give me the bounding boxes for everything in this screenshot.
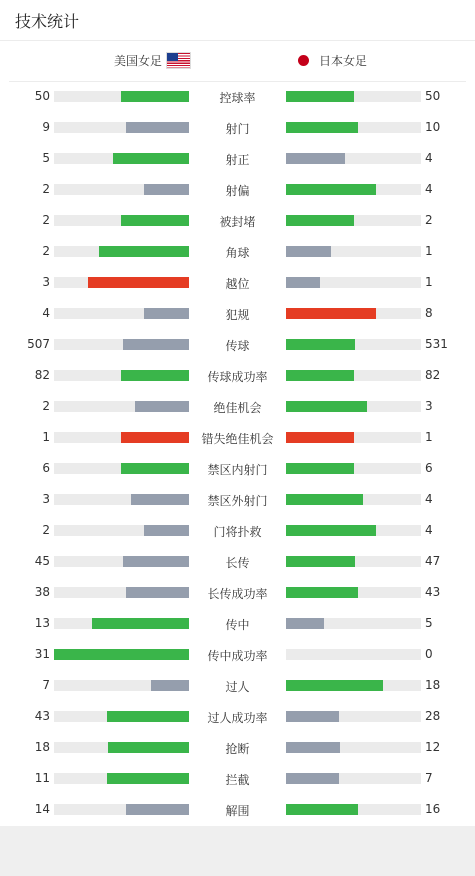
away-bar-track bbox=[286, 494, 421, 505]
away-bar-track bbox=[286, 401, 421, 412]
home-value: 38 bbox=[34, 585, 50, 599]
away-bar-track bbox=[286, 91, 421, 102]
away-bar bbox=[286, 463, 354, 474]
away-bar bbox=[286, 680, 383, 691]
home-bar-track bbox=[54, 432, 189, 443]
stat-row bbox=[0, 670, 475, 701]
stat-row bbox=[0, 267, 475, 298]
away-bar bbox=[286, 804, 358, 815]
home-team-name: 美国女足 bbox=[114, 54, 163, 68]
stat-label: 禁区内射门 bbox=[207, 463, 268, 477]
stat-label: 解围 bbox=[225, 804, 250, 818]
home-value: 7 bbox=[42, 678, 50, 692]
away-value: 531 bbox=[425, 337, 448, 351]
away-value: 47 bbox=[425, 554, 441, 568]
home-bar bbox=[92, 618, 189, 629]
away-bar bbox=[286, 432, 354, 443]
away-bar bbox=[286, 742, 340, 753]
stat-row bbox=[0, 608, 475, 639]
away-value: 10 bbox=[425, 120, 441, 134]
home-bar-track bbox=[54, 494, 189, 505]
home-bar-track bbox=[54, 680, 189, 691]
stat-label: 抢断 bbox=[225, 742, 250, 756]
home-value: 45 bbox=[34, 554, 50, 568]
away-value: 4 bbox=[425, 523, 433, 537]
home-value: 11 bbox=[34, 771, 50, 785]
away-bar-track bbox=[286, 618, 421, 629]
home-bar bbox=[107, 773, 189, 784]
away-value: 12 bbox=[425, 740, 441, 754]
home-bar bbox=[121, 432, 189, 443]
away-bar bbox=[286, 494, 363, 505]
away-bar-track bbox=[286, 463, 421, 474]
home-bar bbox=[113, 153, 189, 164]
home-value: 6 bbox=[42, 461, 50, 475]
home-bar-track bbox=[54, 153, 189, 164]
stat-label: 射偏 bbox=[225, 184, 250, 198]
away-value: 6 bbox=[425, 461, 433, 475]
stat-label: 被封堵 bbox=[219, 215, 256, 229]
stat-label: 长传 bbox=[225, 556, 250, 570]
home-bar bbox=[107, 711, 189, 722]
home-bar-track bbox=[54, 711, 189, 722]
home-bar bbox=[108, 742, 189, 753]
away-bar bbox=[286, 91, 354, 102]
home-value: 50 bbox=[34, 89, 50, 103]
away-value: 4 bbox=[425, 182, 433, 196]
stat-label: 过人 bbox=[225, 680, 250, 694]
home-bar bbox=[126, 804, 189, 815]
home-value: 2 bbox=[42, 182, 50, 196]
home-value: 2 bbox=[42, 244, 50, 258]
away-value: 8 bbox=[425, 306, 433, 320]
stat-label: 传中 bbox=[225, 618, 250, 632]
away-value: 1 bbox=[425, 430, 433, 444]
away-bar-track bbox=[286, 215, 421, 226]
home-bar-track bbox=[54, 184, 189, 195]
away-bar-track bbox=[286, 742, 421, 753]
away-value: 18 bbox=[425, 678, 441, 692]
home-value: 3 bbox=[42, 275, 50, 289]
away-team bbox=[298, 52, 367, 69]
home-bar-track bbox=[54, 804, 189, 815]
home-bar-track bbox=[54, 339, 189, 350]
away-bar-track bbox=[286, 339, 421, 350]
stat-row bbox=[0, 112, 475, 143]
home-bar-track bbox=[54, 215, 189, 226]
stat-row bbox=[0, 143, 475, 174]
home-bar bbox=[123, 339, 189, 350]
home-value: 5 bbox=[42, 151, 50, 165]
home-bar-track bbox=[54, 401, 189, 412]
stat-row bbox=[0, 701, 475, 732]
page-title: 技术统计 bbox=[15, 12, 80, 31]
home-value: 1 bbox=[42, 430, 50, 444]
home-bar-track bbox=[54, 122, 189, 133]
away-bar bbox=[286, 153, 345, 164]
stat-row bbox=[0, 484, 475, 515]
away-value: 0 bbox=[425, 647, 433, 661]
stat-row bbox=[0, 81, 475, 112]
home-bar-track bbox=[54, 370, 189, 381]
away-value: 3 bbox=[425, 399, 433, 413]
home-value: 2 bbox=[42, 213, 50, 227]
stat-row bbox=[0, 639, 475, 670]
away-bar bbox=[286, 525, 376, 536]
home-bar bbox=[99, 246, 189, 257]
away-bar-track bbox=[286, 370, 421, 381]
home-value: 82 bbox=[34, 368, 50, 382]
stat-row bbox=[0, 236, 475, 267]
away-bar-track bbox=[286, 308, 421, 319]
away-bar-track bbox=[286, 432, 421, 443]
japan-flag-icon bbox=[298, 55, 309, 66]
away-bar bbox=[286, 401, 367, 412]
home-value: 3 bbox=[42, 492, 50, 506]
stat-label: 禁区外射门 bbox=[207, 494, 268, 508]
stat-label: 射正 bbox=[225, 153, 250, 167]
away-bar-track bbox=[286, 122, 421, 133]
away-value: 2 bbox=[425, 213, 433, 227]
home-bar-track bbox=[54, 91, 189, 102]
away-bar-track bbox=[286, 153, 421, 164]
home-value: 14 bbox=[34, 802, 50, 816]
stat-label: 传球 bbox=[225, 339, 250, 353]
away-bar-track bbox=[286, 277, 421, 288]
home-value: 507 bbox=[27, 337, 50, 351]
us-flag-icon bbox=[166, 52, 191, 69]
stat-row bbox=[0, 391, 475, 422]
stat-label: 传球成功率 bbox=[207, 370, 268, 384]
away-value: 82 bbox=[425, 368, 441, 382]
away-bar bbox=[286, 711, 339, 722]
stat-label: 越位 bbox=[225, 277, 250, 291]
away-bar-track bbox=[286, 587, 421, 598]
home-value: 13 bbox=[34, 616, 50, 630]
away-bar bbox=[286, 339, 355, 350]
stat-label: 门将扑救 bbox=[213, 525, 262, 539]
away-value: 28 bbox=[425, 709, 441, 723]
home-bar bbox=[151, 680, 189, 691]
away-bar-track bbox=[286, 711, 421, 722]
stat-label: 拦截 bbox=[225, 773, 250, 787]
home-bar bbox=[144, 308, 189, 319]
home-bar-track bbox=[54, 556, 189, 567]
home-bar-track bbox=[54, 742, 189, 753]
stat-row bbox=[0, 205, 475, 236]
stat-label: 绝佳机会 bbox=[213, 401, 262, 415]
stat-row bbox=[0, 174, 475, 205]
home-value: 31 bbox=[34, 647, 50, 661]
stat-label: 控球率 bbox=[219, 91, 256, 105]
stat-row bbox=[0, 329, 475, 360]
home-bar bbox=[131, 494, 189, 505]
away-bar bbox=[286, 618, 324, 629]
home-value: 2 bbox=[42, 399, 50, 413]
home-bar-track bbox=[54, 649, 189, 660]
home-bar bbox=[121, 463, 189, 474]
home-bar-track bbox=[54, 587, 189, 598]
stat-row bbox=[0, 453, 475, 484]
home-bar-track bbox=[54, 246, 189, 257]
stat-row bbox=[0, 794, 475, 825]
home-bar-track bbox=[54, 308, 189, 319]
home-value: 43 bbox=[34, 709, 50, 723]
away-value: 1 bbox=[425, 275, 433, 289]
away-bar-track bbox=[286, 556, 421, 567]
stat-label: 错失绝佳机会 bbox=[201, 432, 274, 446]
home-value: 4 bbox=[42, 306, 50, 320]
away-bar bbox=[286, 246, 331, 257]
stat-row bbox=[0, 422, 475, 453]
away-bar-track bbox=[286, 773, 421, 784]
stat-row bbox=[0, 577, 475, 608]
away-bar bbox=[286, 215, 354, 226]
away-value: 4 bbox=[425, 151, 433, 165]
home-bar-track bbox=[54, 618, 189, 629]
away-bar-track bbox=[286, 680, 421, 691]
away-bar-track bbox=[286, 184, 421, 195]
away-value: 4 bbox=[425, 492, 433, 506]
stat-row bbox=[0, 298, 475, 329]
away-bar-track bbox=[286, 246, 421, 257]
away-team-name: 日本女足 bbox=[319, 54, 368, 68]
away-bar bbox=[286, 773, 339, 784]
stat-row bbox=[0, 546, 475, 577]
away-bar bbox=[286, 277, 320, 288]
stat-label: 角球 bbox=[225, 246, 250, 260]
away-bar bbox=[286, 370, 354, 381]
away-value: 16 bbox=[425, 802, 441, 816]
stat-row bbox=[0, 360, 475, 391]
away-value: 1 bbox=[425, 244, 433, 258]
away-value: 43 bbox=[425, 585, 441, 599]
home-value: 9 bbox=[42, 120, 50, 134]
home-value: 2 bbox=[42, 523, 50, 537]
home-bar bbox=[126, 122, 189, 133]
away-bar-track bbox=[286, 804, 421, 815]
home-bar bbox=[123, 556, 189, 567]
home-bar bbox=[121, 370, 189, 381]
stats-list bbox=[0, 81, 475, 825]
away-value: 7 bbox=[425, 771, 433, 785]
home-bar-track bbox=[54, 773, 189, 784]
home-bar bbox=[54, 649, 189, 660]
home-bar bbox=[135, 401, 189, 412]
home-bar bbox=[126, 587, 189, 598]
away-bar bbox=[286, 184, 376, 195]
home-value: 18 bbox=[34, 740, 50, 754]
away-bar bbox=[286, 122, 358, 133]
home-bar bbox=[88, 277, 189, 288]
stat-label: 过人成功率 bbox=[207, 711, 268, 725]
away-bar bbox=[286, 587, 358, 598]
header bbox=[0, 0, 475, 41]
stat-label: 射门 bbox=[225, 122, 250, 136]
home-bar bbox=[121, 215, 189, 226]
away-value: 50 bbox=[425, 89, 441, 103]
home-bar-track bbox=[54, 525, 189, 536]
stat-label: 传中成功率 bbox=[207, 649, 268, 663]
away-bar-track bbox=[286, 649, 421, 660]
home-bar bbox=[121, 91, 189, 102]
home-bar bbox=[144, 525, 189, 536]
stat-row bbox=[0, 732, 475, 763]
stat-label: 犯规 bbox=[225, 308, 250, 322]
away-value: 5 bbox=[425, 616, 433, 630]
away-bar bbox=[286, 308, 376, 319]
stat-label: 长传成功率 bbox=[207, 587, 268, 601]
stat-row bbox=[0, 763, 475, 794]
stat-row bbox=[0, 515, 475, 546]
home-team bbox=[114, 52, 191, 69]
home-bar-track bbox=[54, 463, 189, 474]
away-bar-track bbox=[286, 525, 421, 536]
away-bar bbox=[286, 556, 355, 567]
home-bar-track bbox=[54, 277, 189, 288]
home-bar bbox=[144, 184, 189, 195]
